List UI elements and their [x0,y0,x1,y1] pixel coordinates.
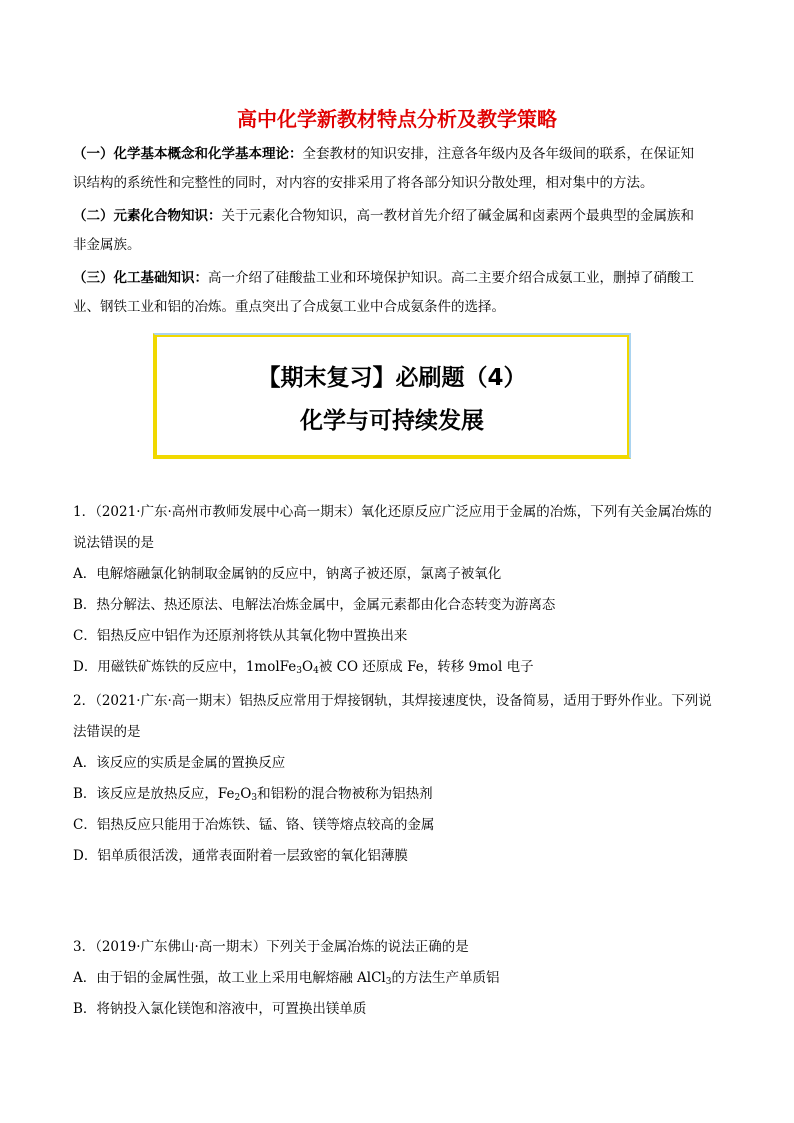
option-a: A．该反应的实质是金属的置换反应 [73,755,286,771]
exam-banner [153,333,631,459]
question-3 [73,932,733,1025]
intro-text: 全套教材的知识安排，注意各年级内及各年级间的联系，在保证知 [302,146,694,162]
option-c: C．铝热反应中铝作为还原剂将铁从其氧化物中置换出来 [73,628,408,644]
option-b: B．将钠投入氯化镁饱和溶液中，可置换出镁单质 [73,1001,367,1017]
option-a: A．由于铝的金属性强，故工业上采用电解熔融 AlCl$_3$的方法生产单质铝 [73,970,500,987]
document-title: 高中化学新教材特点分析及教学策略 [237,107,557,131]
question-stem: 1．（2021·广东·高州市教师发展中心高一期末）氧化还原反应广泛应用于金属的冶炼，下列有关金属冶炼的 [73,504,712,520]
option-d: D．用磁铁矿炼铁的反应中，$1molFe_3O_4$被 CO 还原成 Fe，转移 9mol 电子 [73,659,534,676]
question-2 [73,686,733,872]
question-stem: 3．（2019·广东佛山·高一期末）下列关于金属冶炼的说法正确的是 [73,939,469,955]
option-b: B．热分解法、热还原法、电解法冶炼金属中，金属元素都由化合态转变为游离态 [73,597,556,613]
intro-heading: （三）化工基础知识： [73,270,208,286]
question-stem: 法错误的是 [73,724,141,740]
intro-text: 业、钢铁工业和铝的冶炼。重点突出了合成氨工业中合成氨条件的选择。 [73,299,505,315]
option-a: A．电解熔融氯化钠制取金属钠的反应中，钠离子被还原，氯离子被氧化 [73,566,502,582]
intro-heading: （二）元素化合物知识： [73,208,222,224]
intro-text: 高一介绍了硅酸盐工业和环境保护知识。高二主要介绍合成氨工业，删掉了硝酸工 [208,270,694,286]
option-b: B．该反应是放热反应，$Fe_2O_3$和铝粉的混合物被称为铝热剂 [73,786,433,803]
question-stem: 说法错误的是 [73,535,154,551]
intro-heading: （一）化学基本概念和化学基本理论： [73,146,303,162]
option-d: D．铝单质很活泼，通常表面附着一层致密的氧化铝薄膜 [73,848,408,864]
intro-text: 非金属族。 [73,237,141,253]
intro-section-2 [73,202,733,260]
intro-text: 关于元素化合物知识，高一教材首先介绍了碱金属和卤素两个最典型的金属族和 [221,208,694,224]
intro-section-1 [73,140,733,198]
intro-section-3 [73,264,733,322]
option-c: C．铝热反应只能用于冶炼铁、锰、铬、镁等熔点较高的金属 [73,817,435,833]
intro-text: 识结构的系统性和完整性的同时，对内容的安排采用了将各部分知识分散处理，相对集中的方法。 [73,175,654,191]
banner-title: 【期末复习】必刷题（4） [257,365,527,391]
question-1 [73,497,733,683]
banner-subtitle: 化学与可持续发展 [300,408,484,434]
question-stem: 2．（2021·广东·高一期末）铝热反应常用于焊接钢轨，其焊接速度快，设备简易，适用于野外作业。下列说 [73,693,712,709]
